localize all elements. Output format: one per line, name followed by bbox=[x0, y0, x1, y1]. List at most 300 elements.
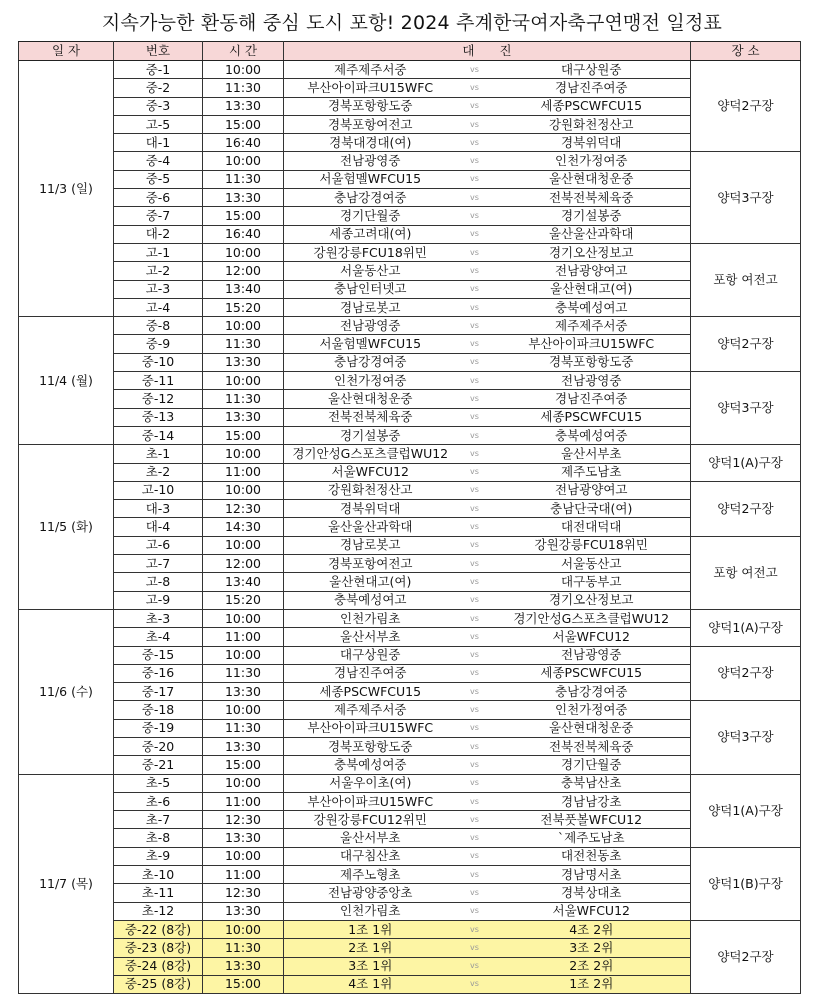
day-group bbox=[19, 609, 801, 774]
vs-label: vs bbox=[457, 646, 493, 664]
match-number: 중-12 bbox=[114, 390, 203, 408]
home-team: 전남광영중 bbox=[284, 152, 457, 170]
match-number: 중-21 bbox=[114, 756, 203, 774]
match-number: 대-1 bbox=[114, 134, 203, 152]
match-time: 11:30 bbox=[203, 335, 284, 353]
match-row bbox=[19, 189, 801, 207]
match-time: 10:00 bbox=[203, 847, 284, 865]
match-time: 15:00 bbox=[203, 975, 284, 993]
home-team: 제주노형초 bbox=[284, 866, 457, 884]
vs-label: vs bbox=[457, 280, 493, 298]
away-team: 전북전북체육중 bbox=[493, 189, 691, 207]
home-team: 경북포항항도중 bbox=[284, 737, 457, 755]
vs-label: vs bbox=[457, 189, 493, 207]
match-time: 15:00 bbox=[203, 115, 284, 133]
match-time: 11:30 bbox=[203, 170, 284, 188]
away-team: 서울WFCU12 bbox=[493, 902, 691, 920]
match-number: 중-17 bbox=[114, 683, 203, 701]
match-row bbox=[19, 719, 801, 737]
home-team: 경남로봇고 bbox=[284, 536, 457, 554]
home-team: 울산서부초 bbox=[284, 628, 457, 646]
home-team: 경기설봉중 bbox=[284, 426, 457, 444]
match-row bbox=[19, 408, 801, 426]
match-time: 13:40 bbox=[203, 573, 284, 591]
vs-label: vs bbox=[457, 243, 493, 261]
match-number: 고-3 bbox=[114, 280, 203, 298]
away-team: 전남광양여고 bbox=[493, 481, 691, 499]
match-time: 11:00 bbox=[203, 628, 284, 646]
match-row bbox=[19, 390, 801, 408]
match-venue: 포항 여전고 bbox=[691, 536, 801, 609]
vs-label: vs bbox=[457, 847, 493, 865]
away-team: 세종PSCWFCU15 bbox=[493, 97, 691, 115]
away-team: 서울동산고 bbox=[493, 555, 691, 573]
match-date: 11/4 (월) bbox=[19, 317, 114, 445]
match-number: 고-9 bbox=[114, 591, 203, 609]
vs-label: vs bbox=[457, 957, 493, 975]
match-number: 중-14 bbox=[114, 426, 203, 444]
away-team: 세종PSCWFCU15 bbox=[493, 664, 691, 682]
match-time: 10:00 bbox=[203, 372, 284, 390]
day-group bbox=[19, 61, 801, 317]
match-row bbox=[19, 317, 801, 335]
match-time: 12:00 bbox=[203, 555, 284, 573]
match-time: 13:30 bbox=[203, 683, 284, 701]
vs-label: vs bbox=[457, 207, 493, 225]
match-row bbox=[19, 939, 801, 957]
match-venue: 양덕2구장 bbox=[691, 481, 801, 536]
vs-label: vs bbox=[457, 372, 493, 390]
away-team: 경기안성G스포츠클럽WU12 bbox=[493, 609, 691, 627]
away-team: 대전천동초 bbox=[493, 847, 691, 865]
match-number: 중-23 (8강) bbox=[114, 939, 203, 957]
home-team: 대구상원중 bbox=[284, 646, 457, 664]
away-team: 경기설봉중 bbox=[493, 207, 691, 225]
home-team: 울산현대고(여) bbox=[284, 573, 457, 591]
match-number: 초-12 bbox=[114, 902, 203, 920]
match-row bbox=[19, 426, 801, 444]
away-team: 경남진주여중 bbox=[493, 390, 691, 408]
match-number: 중-11 bbox=[114, 372, 203, 390]
home-team: 부산아이파크U15WFC bbox=[284, 79, 457, 97]
match-time: 15:00 bbox=[203, 756, 284, 774]
vs-label: vs bbox=[457, 866, 493, 884]
match-number: 중-20 bbox=[114, 737, 203, 755]
vs-label: vs bbox=[457, 481, 493, 499]
match-row bbox=[19, 335, 801, 353]
vs-label: vs bbox=[457, 152, 493, 170]
away-team: 인천가정여중 bbox=[493, 152, 691, 170]
match-row bbox=[19, 628, 801, 646]
match-row bbox=[19, 975, 801, 993]
match-row bbox=[19, 463, 801, 481]
away-team: 2조 2위 bbox=[493, 957, 691, 975]
header-venue: 장 소 bbox=[691, 42, 801, 61]
match-number: 초-6 bbox=[114, 792, 203, 810]
match-time: 13:30 bbox=[203, 353, 284, 371]
match-row bbox=[19, 97, 801, 115]
match-time: 11:30 bbox=[203, 719, 284, 737]
match-number: 중-1 bbox=[114, 61, 203, 79]
away-team: 충북예성여고 bbox=[493, 298, 691, 316]
vs-label: vs bbox=[457, 811, 493, 829]
vs-label: vs bbox=[457, 829, 493, 847]
match-venue: 양덕2구장 bbox=[691, 920, 801, 993]
home-team: 4조 1위 bbox=[284, 975, 457, 993]
vs-label: vs bbox=[457, 115, 493, 133]
match-row bbox=[19, 134, 801, 152]
match-row bbox=[19, 920, 801, 938]
match-row bbox=[19, 957, 801, 975]
home-team: 3조 1위 bbox=[284, 957, 457, 975]
match-time: 10:00 bbox=[203, 774, 284, 792]
match-number: 대-4 bbox=[114, 518, 203, 536]
home-team: 전남광영중 bbox=[284, 317, 457, 335]
home-team: 전북전북체육중 bbox=[284, 408, 457, 426]
match-row bbox=[19, 737, 801, 755]
vs-label: vs bbox=[457, 390, 493, 408]
vs-label: vs bbox=[457, 134, 493, 152]
vs-label: vs bbox=[457, 884, 493, 902]
home-team: 인천가림초 bbox=[284, 902, 457, 920]
match-row bbox=[19, 298, 801, 316]
away-team: 제주도남초 bbox=[493, 463, 691, 481]
vs-label: vs bbox=[457, 683, 493, 701]
match-row bbox=[19, 536, 801, 554]
home-team: 경기안성G스포츠클럽WU12 bbox=[284, 445, 457, 463]
vs-label: vs bbox=[457, 317, 493, 335]
vs-label: vs bbox=[457, 536, 493, 554]
match-number: 고-7 bbox=[114, 555, 203, 573]
match-time: 10:00 bbox=[203, 920, 284, 938]
match-number: 초-1 bbox=[114, 445, 203, 463]
match-date: 11/5 (화) bbox=[19, 445, 114, 610]
vs-label: vs bbox=[457, 445, 493, 463]
match-number: 중-8 bbox=[114, 317, 203, 335]
match-row bbox=[19, 79, 801, 97]
match-number: 고-10 bbox=[114, 481, 203, 499]
header-match: 대 진 bbox=[284, 42, 691, 61]
vs-label: vs bbox=[457, 609, 493, 627]
vs-label: vs bbox=[457, 555, 493, 573]
home-team: 제주제주서중 bbox=[284, 61, 457, 79]
vs-label: vs bbox=[457, 920, 493, 938]
match-row bbox=[19, 500, 801, 518]
home-team: 제주제주서중 bbox=[284, 701, 457, 719]
match-time: 15:20 bbox=[203, 591, 284, 609]
match-row bbox=[19, 774, 801, 792]
day-group bbox=[19, 445, 801, 610]
match-row bbox=[19, 884, 801, 902]
match-number: 초-11 bbox=[114, 884, 203, 902]
away-team: 충북남산초 bbox=[493, 774, 691, 792]
home-team: 서울동산고 bbox=[284, 262, 457, 280]
home-team: 서울험멜WFCU15 bbox=[284, 335, 457, 353]
match-row bbox=[19, 353, 801, 371]
match-number: 고-1 bbox=[114, 243, 203, 261]
match-row bbox=[19, 243, 801, 261]
away-team: 울산울산과학대 bbox=[493, 225, 691, 243]
match-time: 10:00 bbox=[203, 481, 284, 499]
away-team: 제주제주서중 bbox=[493, 317, 691, 335]
match-venue: 양덕2구장 bbox=[691, 646, 801, 701]
vs-label: vs bbox=[457, 774, 493, 792]
match-number: 초-2 bbox=[114, 463, 203, 481]
match-number: 초-5 bbox=[114, 774, 203, 792]
away-team: 인천가정여중 bbox=[493, 701, 691, 719]
vs-label: vs bbox=[457, 939, 493, 957]
match-row bbox=[19, 518, 801, 536]
match-date: 11/6 (수) bbox=[19, 609, 114, 774]
match-venue: 양덕1(A)구장 bbox=[691, 609, 801, 646]
home-team: 충북예성여고 bbox=[284, 591, 457, 609]
match-time: 10:00 bbox=[203, 701, 284, 719]
match-number: 중-2 bbox=[114, 79, 203, 97]
day-group bbox=[19, 317, 801, 445]
match-venue: 양덕1(A)구장 bbox=[691, 445, 801, 482]
away-team: 경기오산정보고 bbox=[493, 243, 691, 261]
match-number: 중-19 bbox=[114, 719, 203, 737]
away-team: 울산현대청운중 bbox=[493, 170, 691, 188]
away-team: 경남남강초 bbox=[493, 792, 691, 810]
away-team: 3조 2위 bbox=[493, 939, 691, 957]
home-team: 경북포항항도중 bbox=[284, 97, 457, 115]
home-team: 울산서부초 bbox=[284, 829, 457, 847]
vs-label: vs bbox=[457, 518, 493, 536]
match-number: 중-7 bbox=[114, 207, 203, 225]
match-time: 13:30 bbox=[203, 97, 284, 115]
page-title: 지속가능한 환동해 중심 도시 포항! 2024 추계한국여자축구연맹전 일정표 bbox=[101, 12, 723, 34]
match-row bbox=[19, 866, 801, 884]
match-venue: 포항 여전고 bbox=[691, 243, 801, 316]
vs-label: vs bbox=[457, 737, 493, 755]
header-row bbox=[19, 42, 801, 61]
match-number: 초-9 bbox=[114, 847, 203, 865]
away-team: 강원강릉FCU18위민 bbox=[493, 536, 691, 554]
match-date: 11/7 (목) bbox=[19, 774, 114, 994]
match-venue: 양덕2구장 bbox=[691, 317, 801, 372]
match-number: 중-13 bbox=[114, 408, 203, 426]
home-team: 인천가정여중 bbox=[284, 372, 457, 390]
away-team: 경기오산정보고 bbox=[493, 591, 691, 609]
match-row bbox=[19, 591, 801, 609]
vs-label: vs bbox=[457, 298, 493, 316]
match-row bbox=[19, 756, 801, 774]
match-number: 고-2 bbox=[114, 262, 203, 280]
match-row bbox=[19, 115, 801, 133]
away-team: 4조 2위 bbox=[493, 920, 691, 938]
match-number: 중-18 bbox=[114, 701, 203, 719]
match-number: 대-3 bbox=[114, 500, 203, 518]
match-time: 13:30 bbox=[203, 829, 284, 847]
match-number: 초-10 bbox=[114, 866, 203, 884]
match-number: 고-4 bbox=[114, 298, 203, 316]
match-time: 10:00 bbox=[203, 536, 284, 554]
vs-label: vs bbox=[457, 719, 493, 737]
away-team: 경남명서초 bbox=[493, 866, 691, 884]
away-team: 충북예성여중 bbox=[493, 426, 691, 444]
match-time: 10:00 bbox=[203, 646, 284, 664]
vs-label: vs bbox=[457, 792, 493, 810]
match-time: 10:00 bbox=[203, 243, 284, 261]
match-number: 중-16 bbox=[114, 664, 203, 682]
away-team: 세종PSCWFCU15 bbox=[493, 408, 691, 426]
home-team: 충북예성여중 bbox=[284, 756, 457, 774]
match-time: 11:30 bbox=[203, 390, 284, 408]
home-team: 전남광양중앙초 bbox=[284, 884, 457, 902]
match-number: 중-24 (8강) bbox=[114, 957, 203, 975]
away-team: 경북위덕대 bbox=[493, 134, 691, 152]
match-row bbox=[19, 664, 801, 682]
home-team: 경북포항여전고 bbox=[284, 555, 457, 573]
match-time: 16:40 bbox=[203, 134, 284, 152]
match-number: 중-22 (8강) bbox=[114, 920, 203, 938]
match-time: 13:30 bbox=[203, 957, 284, 975]
match-venue: 양덕2구장 bbox=[691, 61, 801, 152]
match-row bbox=[19, 280, 801, 298]
match-venue: 양덕3구장 bbox=[691, 152, 801, 243]
match-row bbox=[19, 701, 801, 719]
match-number: 중-6 bbox=[114, 189, 203, 207]
vs-label: vs bbox=[457, 335, 493, 353]
away-team: 전남광영중 bbox=[493, 646, 691, 664]
match-row bbox=[19, 152, 801, 170]
home-team: 세종고려대(여) bbox=[284, 225, 457, 243]
home-team: 경남로봇고 bbox=[284, 298, 457, 316]
home-team: 2조 1위 bbox=[284, 939, 457, 957]
vs-label: vs bbox=[457, 756, 493, 774]
home-team: 서울우이초(여) bbox=[284, 774, 457, 792]
match-row bbox=[19, 372, 801, 390]
home-team: 서울WFCU12 bbox=[284, 463, 457, 481]
match-time: 12:30 bbox=[203, 811, 284, 829]
match-venue: 양덕1(B)구장 bbox=[691, 847, 801, 920]
header-date: 일 자 bbox=[19, 42, 114, 61]
day-group bbox=[19, 774, 801, 994]
match-number: 고-8 bbox=[114, 573, 203, 591]
match-time: 15:20 bbox=[203, 298, 284, 316]
match-time: 10:00 bbox=[203, 152, 284, 170]
match-number: 초-3 bbox=[114, 609, 203, 627]
match-time: 16:40 bbox=[203, 225, 284, 243]
away-team: 대구동부고 bbox=[493, 573, 691, 591]
home-team: 경남진주여중 bbox=[284, 664, 457, 682]
away-team: 강원화천정산고 bbox=[493, 115, 691, 133]
match-venue: 양덕3구장 bbox=[691, 372, 801, 445]
match-time: 12:00 bbox=[203, 262, 284, 280]
home-team: 부산아이파크U15WFC bbox=[284, 792, 457, 810]
home-team: 서울험멜WFCU15 bbox=[284, 170, 457, 188]
schedule-table bbox=[18, 41, 801, 994]
match-number: 중-4 bbox=[114, 152, 203, 170]
home-team: 1조 1위 bbox=[284, 920, 457, 938]
match-row bbox=[19, 829, 801, 847]
match-number: 중-25 (8강) bbox=[114, 975, 203, 993]
match-time: 12:30 bbox=[203, 500, 284, 518]
away-team: 경기단월중 bbox=[493, 756, 691, 774]
match-number: 중-15 bbox=[114, 646, 203, 664]
match-time: 15:00 bbox=[203, 426, 284, 444]
away-team: 경북상대초 bbox=[493, 884, 691, 902]
home-team: 부산아이파크U15WFC bbox=[284, 719, 457, 737]
match-time: 10:00 bbox=[203, 61, 284, 79]
away-team: 충남단국대(여) bbox=[493, 500, 691, 518]
match-row bbox=[19, 170, 801, 188]
match-number: 중-3 bbox=[114, 97, 203, 115]
match-row bbox=[19, 792, 801, 810]
away-team: 울산현대고(여) bbox=[493, 280, 691, 298]
match-row bbox=[19, 262, 801, 280]
match-time: 13:30 bbox=[203, 189, 284, 207]
match-time: 13:30 bbox=[203, 902, 284, 920]
match-venue: 양덕1(A)구장 bbox=[691, 774, 801, 847]
away-team: 전북풋볼WFCU12 bbox=[493, 811, 691, 829]
vs-label: vs bbox=[457, 591, 493, 609]
home-team: 강원강릉FCU18위민 bbox=[284, 243, 457, 261]
vs-label: vs bbox=[457, 628, 493, 646]
vs-label: vs bbox=[457, 408, 493, 426]
home-team: 경북대경대(여) bbox=[284, 134, 457, 152]
vs-label: vs bbox=[457, 225, 493, 243]
vs-label: vs bbox=[457, 426, 493, 444]
vs-label: vs bbox=[457, 353, 493, 371]
home-team: 세종PSCWFCU15 bbox=[284, 683, 457, 701]
home-team: 경기단월중 bbox=[284, 207, 457, 225]
header-no: 번호 bbox=[114, 42, 203, 61]
match-time: 10:00 bbox=[203, 445, 284, 463]
match-time: 11:00 bbox=[203, 792, 284, 810]
match-time: 11:00 bbox=[203, 866, 284, 884]
home-team: 울산현대청운중 bbox=[284, 390, 457, 408]
home-team: 경북포항여전고 bbox=[284, 115, 457, 133]
match-row bbox=[19, 61, 801, 79]
away-team: 경북포항항도중 bbox=[493, 353, 691, 371]
match-row bbox=[19, 225, 801, 243]
vs-label: vs bbox=[457, 463, 493, 481]
match-time: 13:30 bbox=[203, 408, 284, 426]
match-row bbox=[19, 481, 801, 499]
away-team: 경남진주여중 bbox=[493, 79, 691, 97]
match-time: 11:00 bbox=[203, 463, 284, 481]
match-time: 10:00 bbox=[203, 317, 284, 335]
vs-label: vs bbox=[457, 79, 493, 97]
match-number: 고-5 bbox=[114, 115, 203, 133]
vs-label: vs bbox=[457, 701, 493, 719]
match-row bbox=[19, 207, 801, 225]
match-number: 고-6 bbox=[114, 536, 203, 554]
away-team: 울산서부초 bbox=[493, 445, 691, 463]
vs-label: vs bbox=[457, 262, 493, 280]
home-team: 경북위덕대 bbox=[284, 500, 457, 518]
home-team: 대구침산초 bbox=[284, 847, 457, 865]
match-row bbox=[19, 902, 801, 920]
header-time: 시 간 bbox=[203, 42, 284, 61]
away-team: 부산아이파크U15WFC bbox=[493, 335, 691, 353]
match-row bbox=[19, 555, 801, 573]
match-row bbox=[19, 646, 801, 664]
home-team: 울산울산과학대 bbox=[284, 518, 457, 536]
match-row bbox=[19, 573, 801, 591]
away-team: 대전대덕대 bbox=[493, 518, 691, 536]
away-team: 1조 2위 bbox=[493, 975, 691, 993]
home-team: 강원화천정산고 bbox=[284, 481, 457, 499]
match-time: 13:40 bbox=[203, 280, 284, 298]
match-date: 11/3 (일) bbox=[19, 61, 114, 317]
home-team: 충남강경여중 bbox=[284, 353, 457, 371]
match-row bbox=[19, 811, 801, 829]
match-time: 15:00 bbox=[203, 207, 284, 225]
match-number: 초-7 bbox=[114, 811, 203, 829]
